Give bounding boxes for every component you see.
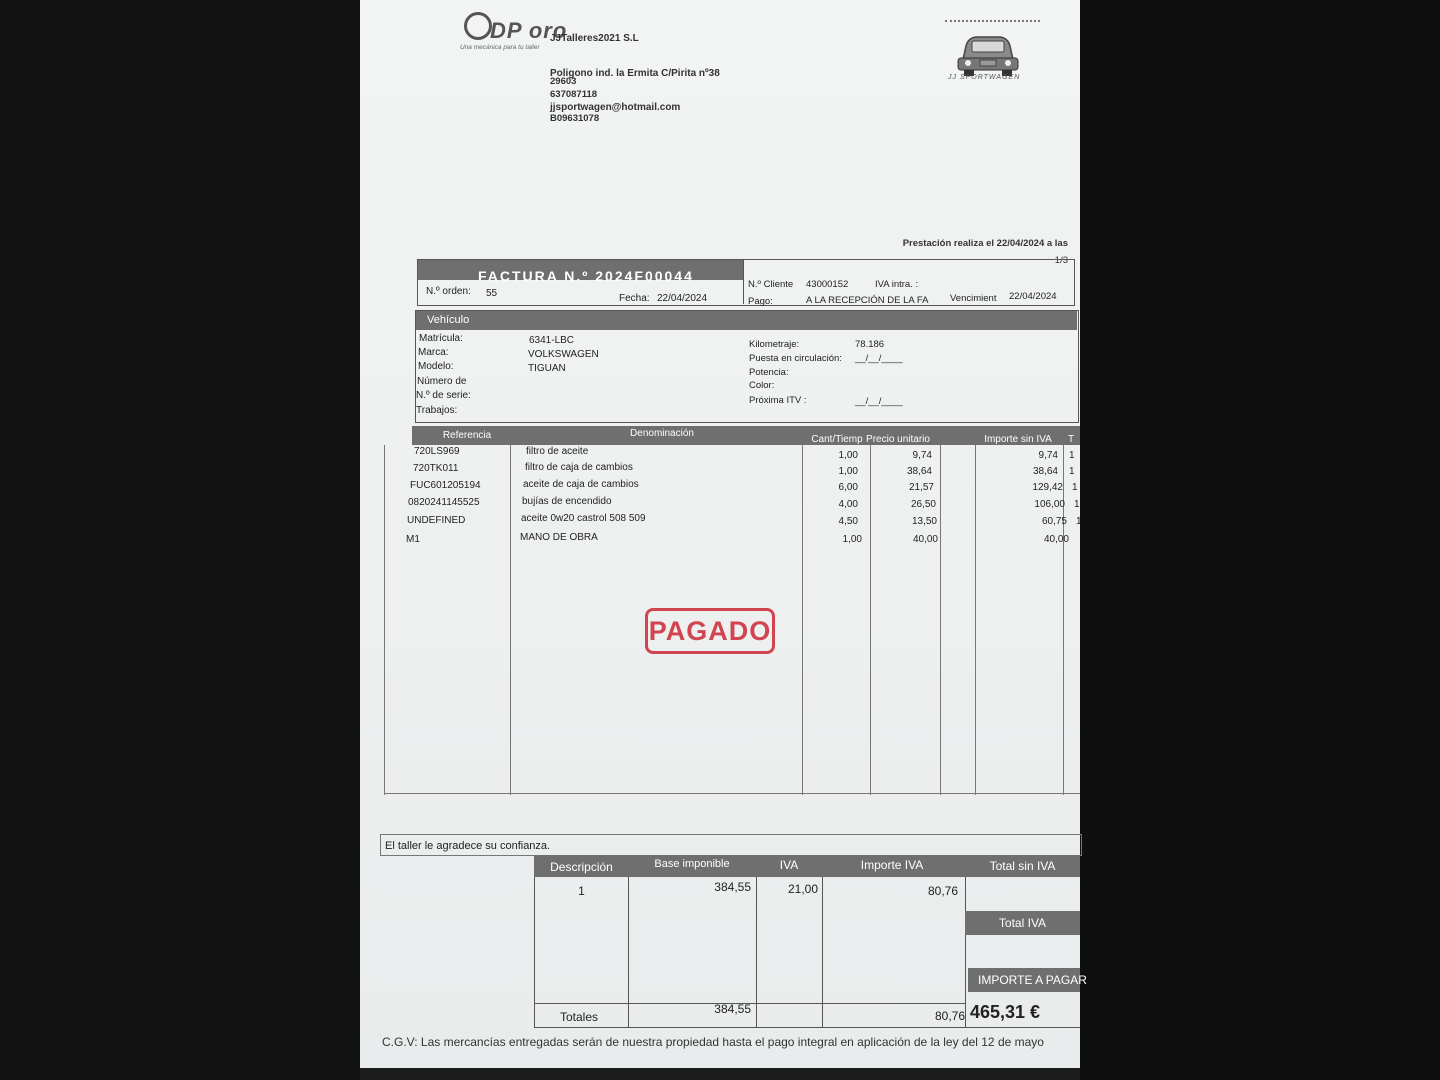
- col-t: T: [1067, 434, 1075, 445]
- cgv-text: C.G.V: Las mercancías entregadas serán de nuestra propiedad hasta el pago integral en aplicación de la ley del 12 de mayo: [382, 1035, 1044, 1049]
- row-t: 1: [1074, 499, 1080, 510]
- marca-label: Marca:: [418, 347, 449, 358]
- circulacion-label: Puesta en circulación:: [749, 353, 842, 364]
- summary-row-importe-iva: 80,76: [927, 884, 958, 898]
- table-col-divider: [870, 445, 871, 795]
- cliente-label: N.º Cliente: [748, 279, 794, 290]
- modelo-label: Modelo:: [418, 361, 454, 372]
- row-cant: 1,00: [842, 534, 862, 545]
- paid-stamp: PAGADO: [645, 608, 775, 654]
- iva-intra-label: IVA intra. :: [875, 279, 919, 290]
- table-col-divider: [510, 445, 511, 795]
- circulacion-value: __/__/____: [855, 353, 903, 364]
- row-cant: 1,00: [838, 450, 858, 461]
- cliente-value: 43000152: [806, 279, 849, 290]
- table-bottom-border: [384, 793, 1080, 794]
- pago-label: Pago:: [748, 296, 773, 307]
- row-ref: 720TK011: [413, 463, 459, 474]
- row-ref: UNDEFINED: [407, 515, 466, 526]
- row-cant: 4,50: [838, 516, 858, 527]
- pago-value: A LA RECEPCIÓN DE LA FA: [806, 295, 929, 306]
- company-postal: 29603: [550, 76, 577, 87]
- summary-row-desc: 1: [578, 884, 585, 898]
- col-base: Base imponible: [654, 858, 730, 870]
- itv-label: Próxima ITV :: [749, 395, 807, 406]
- row-desc: aceite 0w20 castrol 508 509: [521, 513, 646, 524]
- fecha-value: 22/04/2024: [657, 293, 708, 304]
- row-importe: 129,42: [1032, 482, 1063, 493]
- row-importe: 9,74: [1038, 450, 1058, 461]
- table-col-divider: [940, 445, 941, 795]
- importe-pagar-label: IMPORTE A PAGAR: [978, 973, 1087, 987]
- col-descripcion: Descripción: [550, 860, 613, 874]
- orden-label: N.º orden:: [426, 286, 471, 297]
- car-icon: [952, 28, 1024, 78]
- row-desc: filtro de aceite: [526, 446, 589, 457]
- row-precio: 26,50: [910, 499, 936, 510]
- col-denominacion: Denominación: [630, 428, 694, 439]
- row-precio: 21,57: [908, 482, 934, 493]
- totales-label: Totales: [560, 1010, 599, 1024]
- row-importe: 60,75: [1041, 516, 1067, 527]
- total-iva-label: Total IVA: [998, 916, 1047, 930]
- table-col-divider: [802, 445, 803, 795]
- serie-label: N.º de serie:: [416, 390, 471, 401]
- summary-col-divider: [756, 877, 757, 1027]
- background-right: [1080, 0, 1440, 1080]
- brand-badges-icon: [945, 20, 1040, 28]
- table-col-divider: [1063, 445, 1064, 795]
- vencimiento-label: Vencimient: [950, 293, 997, 304]
- row-importe: 38,64: [1032, 466, 1058, 477]
- row-t: 1: [1069, 450, 1075, 461]
- row-precio: 38,64: [906, 466, 932, 477]
- km-label: Kilometraje:: [749, 339, 800, 350]
- importe-pagar-header-bar: [968, 968, 1087, 992]
- table-col-divider: [975, 445, 976, 795]
- summary-bottom-border: [534, 1027, 1080, 1028]
- col-importe-iva: Importe IVA: [860, 858, 924, 872]
- company-phone: 637087118: [550, 89, 598, 100]
- row-ref: FUC601205194: [410, 480, 481, 491]
- matricula-label: Matrícula:: [419, 333, 463, 344]
- row-cant: 6,00: [838, 482, 858, 493]
- row-precio: 13,50: [911, 516, 937, 527]
- totales-iva: 80,76: [934, 1009, 965, 1023]
- company-cif: B09631078: [550, 113, 600, 124]
- summary-left-border: [534, 877, 535, 1027]
- row-desc: bujías de encendido: [522, 496, 612, 507]
- col-total-sin-iva: Total sin IVA: [989, 859, 1056, 873]
- col-referencia: Referencia: [442, 430, 492, 441]
- row-precio: 9,74: [912, 450, 932, 461]
- col-cant: Cant/Tiemp: [811, 434, 863, 445]
- logo-text: DP oro: [490, 18, 568, 43]
- matricula-value: 6341-LBC: [529, 335, 575, 346]
- company-address: Poligono ind. la Ermita C/Pirita nº38: [550, 68, 720, 79]
- totales-base: 384,55: [714, 1002, 751, 1016]
- thanks-text: El taller le agradece su confianza.: [385, 840, 551, 852]
- background-left: [0, 0, 360, 1080]
- row-precio: 40,00: [912, 534, 938, 545]
- prestacion-text: Prestación realiza el 22/04/2024 a las: [902, 238, 1068, 249]
- row-t: 1: [1076, 516, 1082, 527]
- color-label: Color:: [749, 380, 775, 391]
- row-t: 1: [1072, 482, 1078, 493]
- vehicle-header: Vehículo: [427, 314, 470, 326]
- row-t: 1: [1069, 466, 1075, 477]
- summary-row-iva: 21,00: [787, 882, 818, 896]
- orden-value: 55: [486, 288, 498, 299]
- vencimiento-value: 22/04/2024: [1009, 291, 1057, 302]
- row-ref: M1: [406, 534, 420, 545]
- modelo-value: TIGUAN: [528, 363, 566, 374]
- company-name: JJTalleres2021 S.L: [550, 33, 639, 44]
- row-importe: 106,00: [1034, 499, 1065, 510]
- summary-col-divider: [822, 877, 823, 1027]
- importe-pagar-value: 465,31 €: [970, 1002, 1041, 1022]
- page-number: 1/3: [1054, 255, 1068, 266]
- table-left-border: [384, 445, 385, 795]
- col-precio: Precio unitario: [866, 434, 930, 445]
- row-desc: filtro de caja de cambios: [525, 462, 633, 473]
- row-ref: 0820241145525: [408, 497, 480, 508]
- brand-logo-text: JJ SPORTWAGEN: [948, 74, 1021, 81]
- summary-row-base: 384,55: [714, 880, 751, 894]
- row-desc: aceite de caja de cambios: [523, 479, 639, 490]
- row-cant: 4,00: [838, 499, 858, 510]
- potencia-label: Potencia:: [749, 367, 789, 378]
- fecha-label: Fecha:: [619, 293, 650, 304]
- company-email: jjsportwagen@hotmail.com: [550, 102, 681, 113]
- vehicle-header-bar: [416, 311, 1077, 330]
- row-ref: 720LS969: [414, 446, 460, 457]
- km-value: 78.186: [855, 339, 885, 350]
- invoice-header-divider: [743, 260, 744, 304]
- marca-value: VOLKSWAGEN: [528, 349, 599, 360]
- summary-col-divider: [965, 877, 966, 1027]
- logo-tagline: Una mecánica para tu taller: [460, 44, 540, 51]
- logo-circle-icon: [464, 12, 492, 40]
- invoice-paper: [360, 0, 1087, 1068]
- row-importe: 40,00: [1043, 534, 1069, 545]
- row-desc: MANO DE OBRA: [520, 532, 598, 543]
- trabajos-label: Trabajos:: [416, 405, 458, 416]
- itv-value: __/__/____: [855, 396, 903, 407]
- row-cant: 1,00: [838, 466, 858, 477]
- col-importe: Importe sin IVA: [984, 434, 1052, 445]
- col-iva: IVA: [779, 858, 799, 872]
- numero-label: Número de: [417, 376, 467, 387]
- invoice-title: FACTURA N.º 2024F00044: [478, 268, 694, 284]
